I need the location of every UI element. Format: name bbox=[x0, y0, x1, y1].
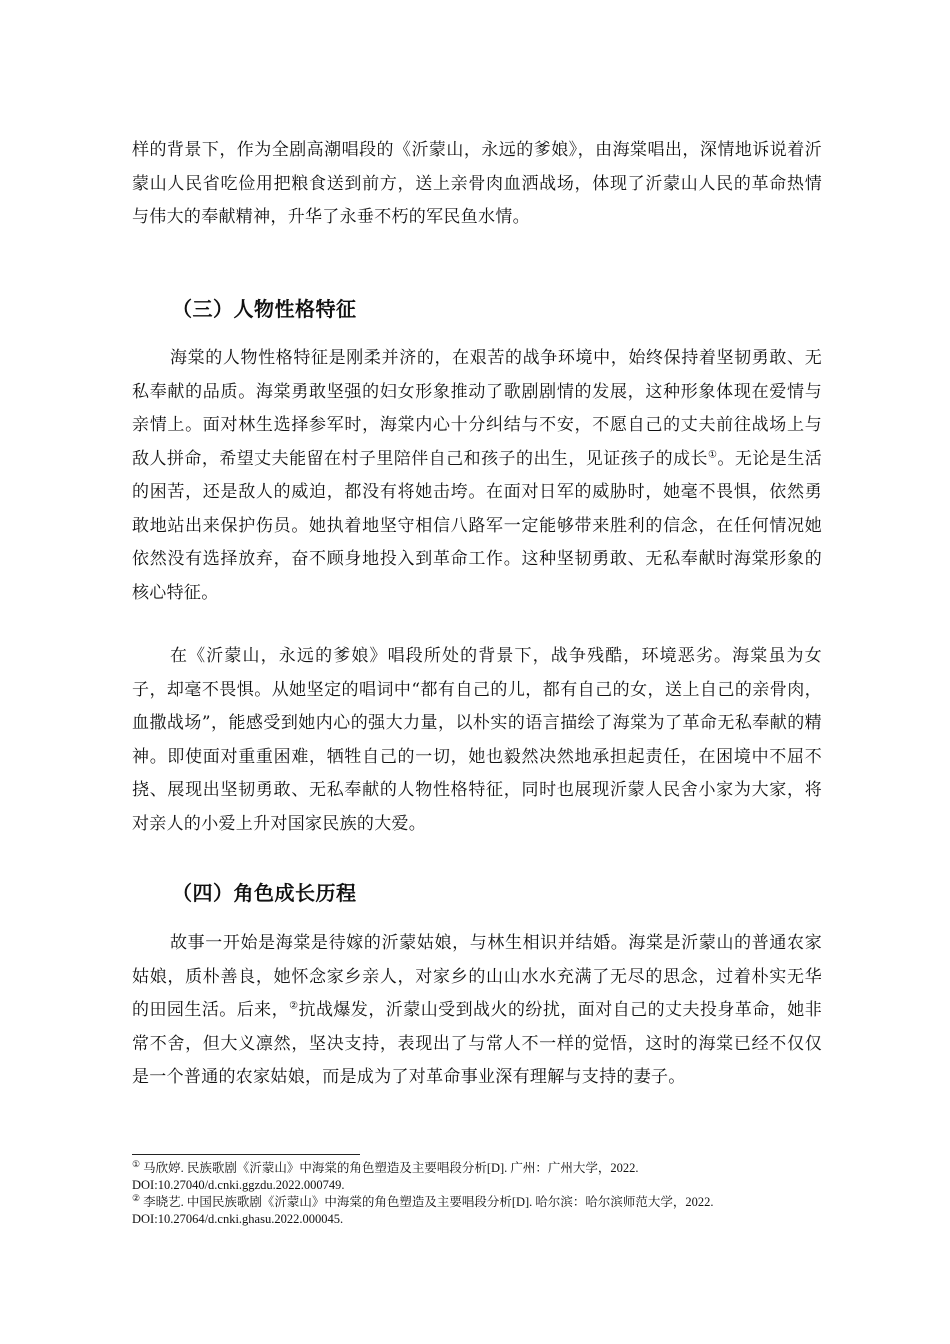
paragraph-text: 在《沂蒙山，永远的爹娘》唱段所处的背景下，战争残酷，环境恶劣。海棠虽为女子，却毫不畏惧。从她坚定的唱词中“都有自己的儿，都有自己的女，送上自己的亲骨肉，血撒战场”，能感受到她内心的强大力量，以朴实的语言描绘了海棠为了革命无私奉献的精神。即使面对重重困难，牺牲自己的一切，她也毅然决然地承担起责任，在困境中不屈不挠、展现出坚韧勇敢、无私奉献的人物性格特征，同时也展现沂蒙人民舍小家为大家，将对亲人的小爱上升对国家民族的大爱。 bbox=[132, 646, 822, 834]
paragraph-text: 样的背景下，作为全剧高潮唱段的《沂蒙山，永远的爹娘》，由海棠唱出，深情地诉说着沂蒙山人民省吃俭用把粮食送到前方，送上亲骨肉血洒战场，体现了沂蒙山人民的革命热情与伟大的奉献精神，升华了永垂不朽的军民鱼水情。 bbox=[132, 140, 822, 227]
footnote-citation: 李晓艺. 中国民族歌剧《沂蒙山》中海棠的角色塑造及主要唱段分析[D]. 哈尔滨：哈尔滨师范大学，2022. bbox=[143, 1195, 714, 1209]
footnote-divider bbox=[132, 1154, 360, 1155]
paragraph-character-growth bbox=[132, 927, 822, 1095]
paragraph-intro-continuation bbox=[132, 134, 822, 235]
footnote-doi[interactable]: DOI:10.27064/d.cnki.ghasu.2022.000045. bbox=[132, 1212, 344, 1226]
footnote-doi[interactable]: DOI:10.27040/d.cnki.ggzdu.2022.000749. bbox=[132, 1178, 345, 1192]
footnote-citation: 马欣婷. 民族歌剧《沂蒙山》中海棠的角色塑造及主要唱段分析[D]. 广州：广州大学，2022. bbox=[143, 1161, 639, 1175]
footnote-mark: ① bbox=[132, 1158, 141, 1169]
section-heading-character-traits: （三）人物性格特征 bbox=[172, 297, 357, 321]
footnote-2 bbox=[132, 1194, 822, 1228]
paragraph-text: 。无论是生活的困苦，还是敌人的威迫，都没有将她击垮。在面对日军的威胁时，她毫不畏惧，依然勇敢地站出来保护伤员。她执着地坚守相信八路军一定能够带来胜利的信念，在任何情况她依然没有选择放弃，奋不顾身地投入到革命工作。这种坚韧勇敢、无私奉献时海棠形象的核心特征。 bbox=[132, 448, 822, 603]
paragraph-text: 故事一开始是海棠是待嫁的沂蒙姑娘，与林生相识并结婚。海棠是沂蒙山的普通农家姑娘，质朴善良，她怀念家乡亲人，对家乡的山山水水充满了无尽的思念，过着朴实无华的田园生活。后来， bbox=[132, 933, 822, 1020]
section-heading-character-growth: （四）角色成长历程 bbox=[172, 881, 357, 905]
footnotes bbox=[132, 1160, 822, 1228]
paragraph-text: 海棠的人物性格特征是刚柔并济的，在艰苦的战争环境中，始终保持着坚韧勇敢、无私奉献的品质。海棠勇敢坚强的妇女形象推动了歌剧剧情的发展，这种形象体现在爱情与亲情上。面对林生选择参军时，海棠内心十分纠结与不安，不愿自己的丈夫前往战场上与敌人拼命，希望丈夫能留在村子里陪伴自己和孩子的出生，见证孩子的成长 bbox=[132, 348, 822, 469]
footnote-ref-1[interactable]: ① bbox=[708, 448, 718, 460]
footnote-1 bbox=[132, 1160, 822, 1194]
paragraph-character-traits bbox=[132, 342, 822, 610]
footnote-mark: ② bbox=[132, 1192, 141, 1203]
paragraph-aria-context bbox=[132, 640, 822, 841]
footnote-ref-2[interactable]: ② bbox=[289, 1000, 299, 1012]
paragraph-text: 抗战爆发，沂蒙山受到战火的纷扰，面对自己的丈夫投身革命，她非常不舍，但大义凛然，坚决支持，表现出了与常人不一样的觉悟，这时的海棠已经不仅仅是一个普通的农家姑娘，而是成为了对革命事业深有理解与支持的妻子。 bbox=[132, 1000, 822, 1087]
